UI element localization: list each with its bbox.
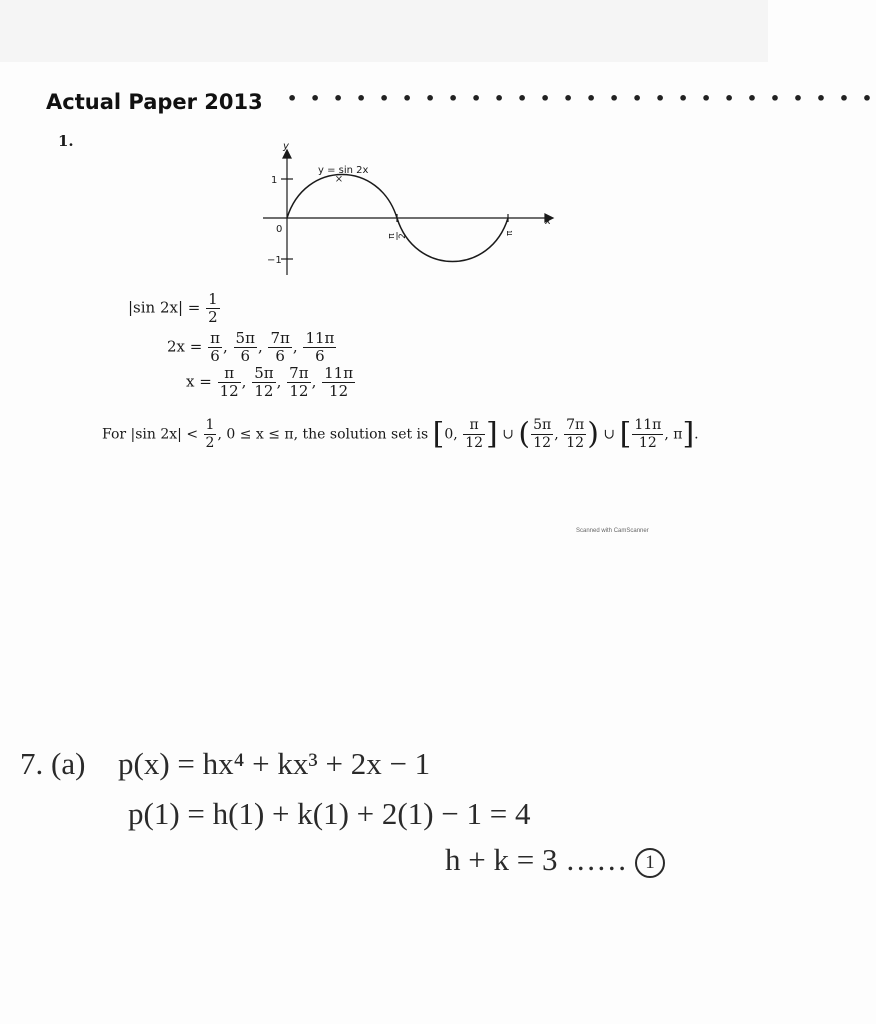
scanner-watermark: Scanned with CamScanner — [576, 528, 649, 534]
tick-label-1: 1 — [271, 175, 278, 186]
peak-marker: × — [334, 174, 344, 185]
tick-label-neg1: −1 — [267, 255, 282, 266]
scan-shadow — [0, 0, 768, 62]
sine-graph — [255, 140, 555, 280]
question7-line-3: h + k = 3 …… 1 — [445, 842, 665, 878]
equation-marker: 1 — [635, 848, 665, 878]
y-axis-label: y — [283, 141, 289, 152]
question-number: 1. — [58, 132, 74, 150]
question7-line-1: p(x) = hx⁴ + kx³ + 2x − 1 — [118, 746, 431, 781]
title-dot-leader: • • • • • • • • • • • • • • • • • • • • • • • • • • — [287, 89, 876, 108]
equation-line-2: 2x = $\frac{\pi}{6}$ , $\frac{5\pi}{6}$ , $\frac{7\pi}{6}$ , $\frac{11\pi}{6}$ — [167, 329, 335, 365]
svg-text:2: 2 — [398, 233, 408, 239]
section-title: Actual Paper 2013 — [46, 90, 263, 114]
equation-line-3: x = $\frac{\pi}{12}$ , $\frac{5\pi}{12}$ , $\frac{7\pi}{12}$ , $\frac{11\pi}{12}$ — [186, 364, 354, 400]
x-axis-label: x — [545, 216, 551, 227]
equation-line-1: |sin 2x| = $\frac{1}{2}$ — [128, 290, 218, 326]
tick-label-pi-half — [387, 232, 408, 240]
question7-line-2: p(1) = h(1) + k(1) + 2(1) − 1 = 4 — [128, 796, 531, 831]
tick-label-pi: π — [505, 230, 515, 236]
svg-text:π: π — [387, 233, 397, 239]
tick-label-0: 0 — [276, 224, 283, 235]
curve-label: y = sin 2x — [318, 165, 369, 176]
solution-set-line: For |sin 2x| < $\frac{1}{2}$ , 0 ≤ x ≤ π, the solution set is [0, $\frac{\pi}{12}$ ] ∪ ( $\frac{5\pi}{12}$ , $\frac{7\pi}{12}$ ) ∪ [ $\frac{11\pi}{12}$ , π]. — [102, 416, 699, 452]
question7-label: 7. (a) — [20, 746, 86, 781]
fraction: $\frac{1}{2}$ — [208, 290, 218, 326]
